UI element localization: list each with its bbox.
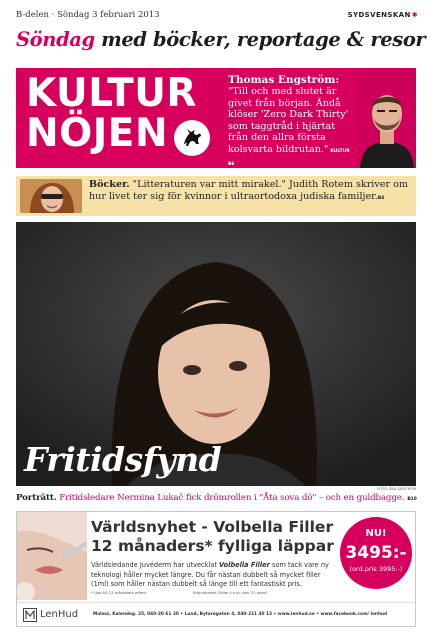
quote-page-ref: KULTUR B6 xyxy=(228,148,350,167)
top-bar xyxy=(16,6,418,24)
feature-photo[interactable] xyxy=(16,222,416,486)
section-tagline xyxy=(16,28,425,51)
author-photo xyxy=(20,179,82,213)
griffin-emblem-icon xyxy=(174,120,210,156)
ad-product-name: Volbella Filler xyxy=(219,561,270,569)
ad-headline-line-2: 12 månaders* fylliga läppar xyxy=(91,537,334,555)
teaser-kicker: Böcker. xyxy=(89,179,130,190)
logo-line-2: NÖJEN xyxy=(26,111,169,156)
teaser-text xyxy=(89,179,412,205)
badge-ordinary-price: (ord.pris 3995:-) xyxy=(349,565,403,573)
badge-price: 3495:- xyxy=(345,543,407,563)
ad-fine-print-1: * Upp till 12 månaders effekt. xyxy=(91,590,148,595)
ad-headline-line-1: Världsnyhet - Volbella Filler xyxy=(91,518,334,536)
edition-date: B-delen · Söndag 3 februari 2013 xyxy=(16,10,160,20)
advertiser-logo[interactable] xyxy=(23,608,85,622)
masthead xyxy=(16,68,416,168)
lenhud-mark-icon xyxy=(23,608,37,622)
teaser-page-ref: B4 xyxy=(377,196,385,201)
advertiser-name: LenHud xyxy=(40,609,79,620)
quote-block xyxy=(228,74,356,171)
feature-title: Fritidsfynd xyxy=(24,440,222,479)
teaser-body: "Litteraturen var mitt mirakel." Judith Rotem skriver om hur livet ter sig för kvinnor i ultraortodoxa judiska familjer. xyxy=(89,179,408,202)
quote-text: "Till och med slutet är givet från början. Ändå klöser 'Zero Dark Thirty' som taggtråd i hjärtat från den allra första kolsvarta bildrutan." KULTUR B6 xyxy=(228,86,350,167)
price-badge xyxy=(339,516,413,590)
newspaper-brand: SYDSVENSKAN✱ xyxy=(347,11,418,19)
brand-star-icon: ✱ xyxy=(411,11,418,19)
photo-credit: FOTO: ÅSA SJÖSTRÖM xyxy=(377,487,416,491)
badge-new-label: NU! xyxy=(365,528,387,539)
quote-author: Thomas Engström: xyxy=(228,74,340,86)
tagline-rest: med böcker, reportage & resor xyxy=(94,28,426,51)
feature-caption[interactable] xyxy=(16,493,418,503)
ad-fine-print-2: Erbjudandet Gäller t.o.m. den 31 mars! xyxy=(193,590,268,595)
ad-body: Världsledande Juvéderm har utvecklat Volbella Filler som tack vare ny teknologi håller mycket längre. Du får nästan dubbelt så mycket filler (1ml) som håller nästan dubbelt så länge till ett fantastiskt pris. xyxy=(91,561,329,588)
ad-photo xyxy=(17,512,87,600)
caption-kicker: Porträtt. xyxy=(16,493,57,503)
advertisement[interactable] xyxy=(16,511,416,627)
ad-headline xyxy=(91,518,341,556)
book-teaser[interactable] xyxy=(16,176,416,216)
ad-footer xyxy=(17,602,415,626)
logo-line-1: KULTUR xyxy=(26,71,197,116)
tagline-day: Söndag xyxy=(16,28,95,51)
author-portrait xyxy=(358,68,416,168)
caption-text: Fritidsledare Nermina Lukač fick drömrollen i "Åta sova dö" – och en guldbagge. xyxy=(56,493,405,503)
caption-page-ref: B10 xyxy=(407,497,417,502)
ad-contact-info: Malmö, Kalendeg. 25, 040-30 61 30 • Lund, Bytaregatan 4, 040-211 40 13 • www.lenhud.se • www.facebook.com/ lenhud xyxy=(93,612,388,617)
